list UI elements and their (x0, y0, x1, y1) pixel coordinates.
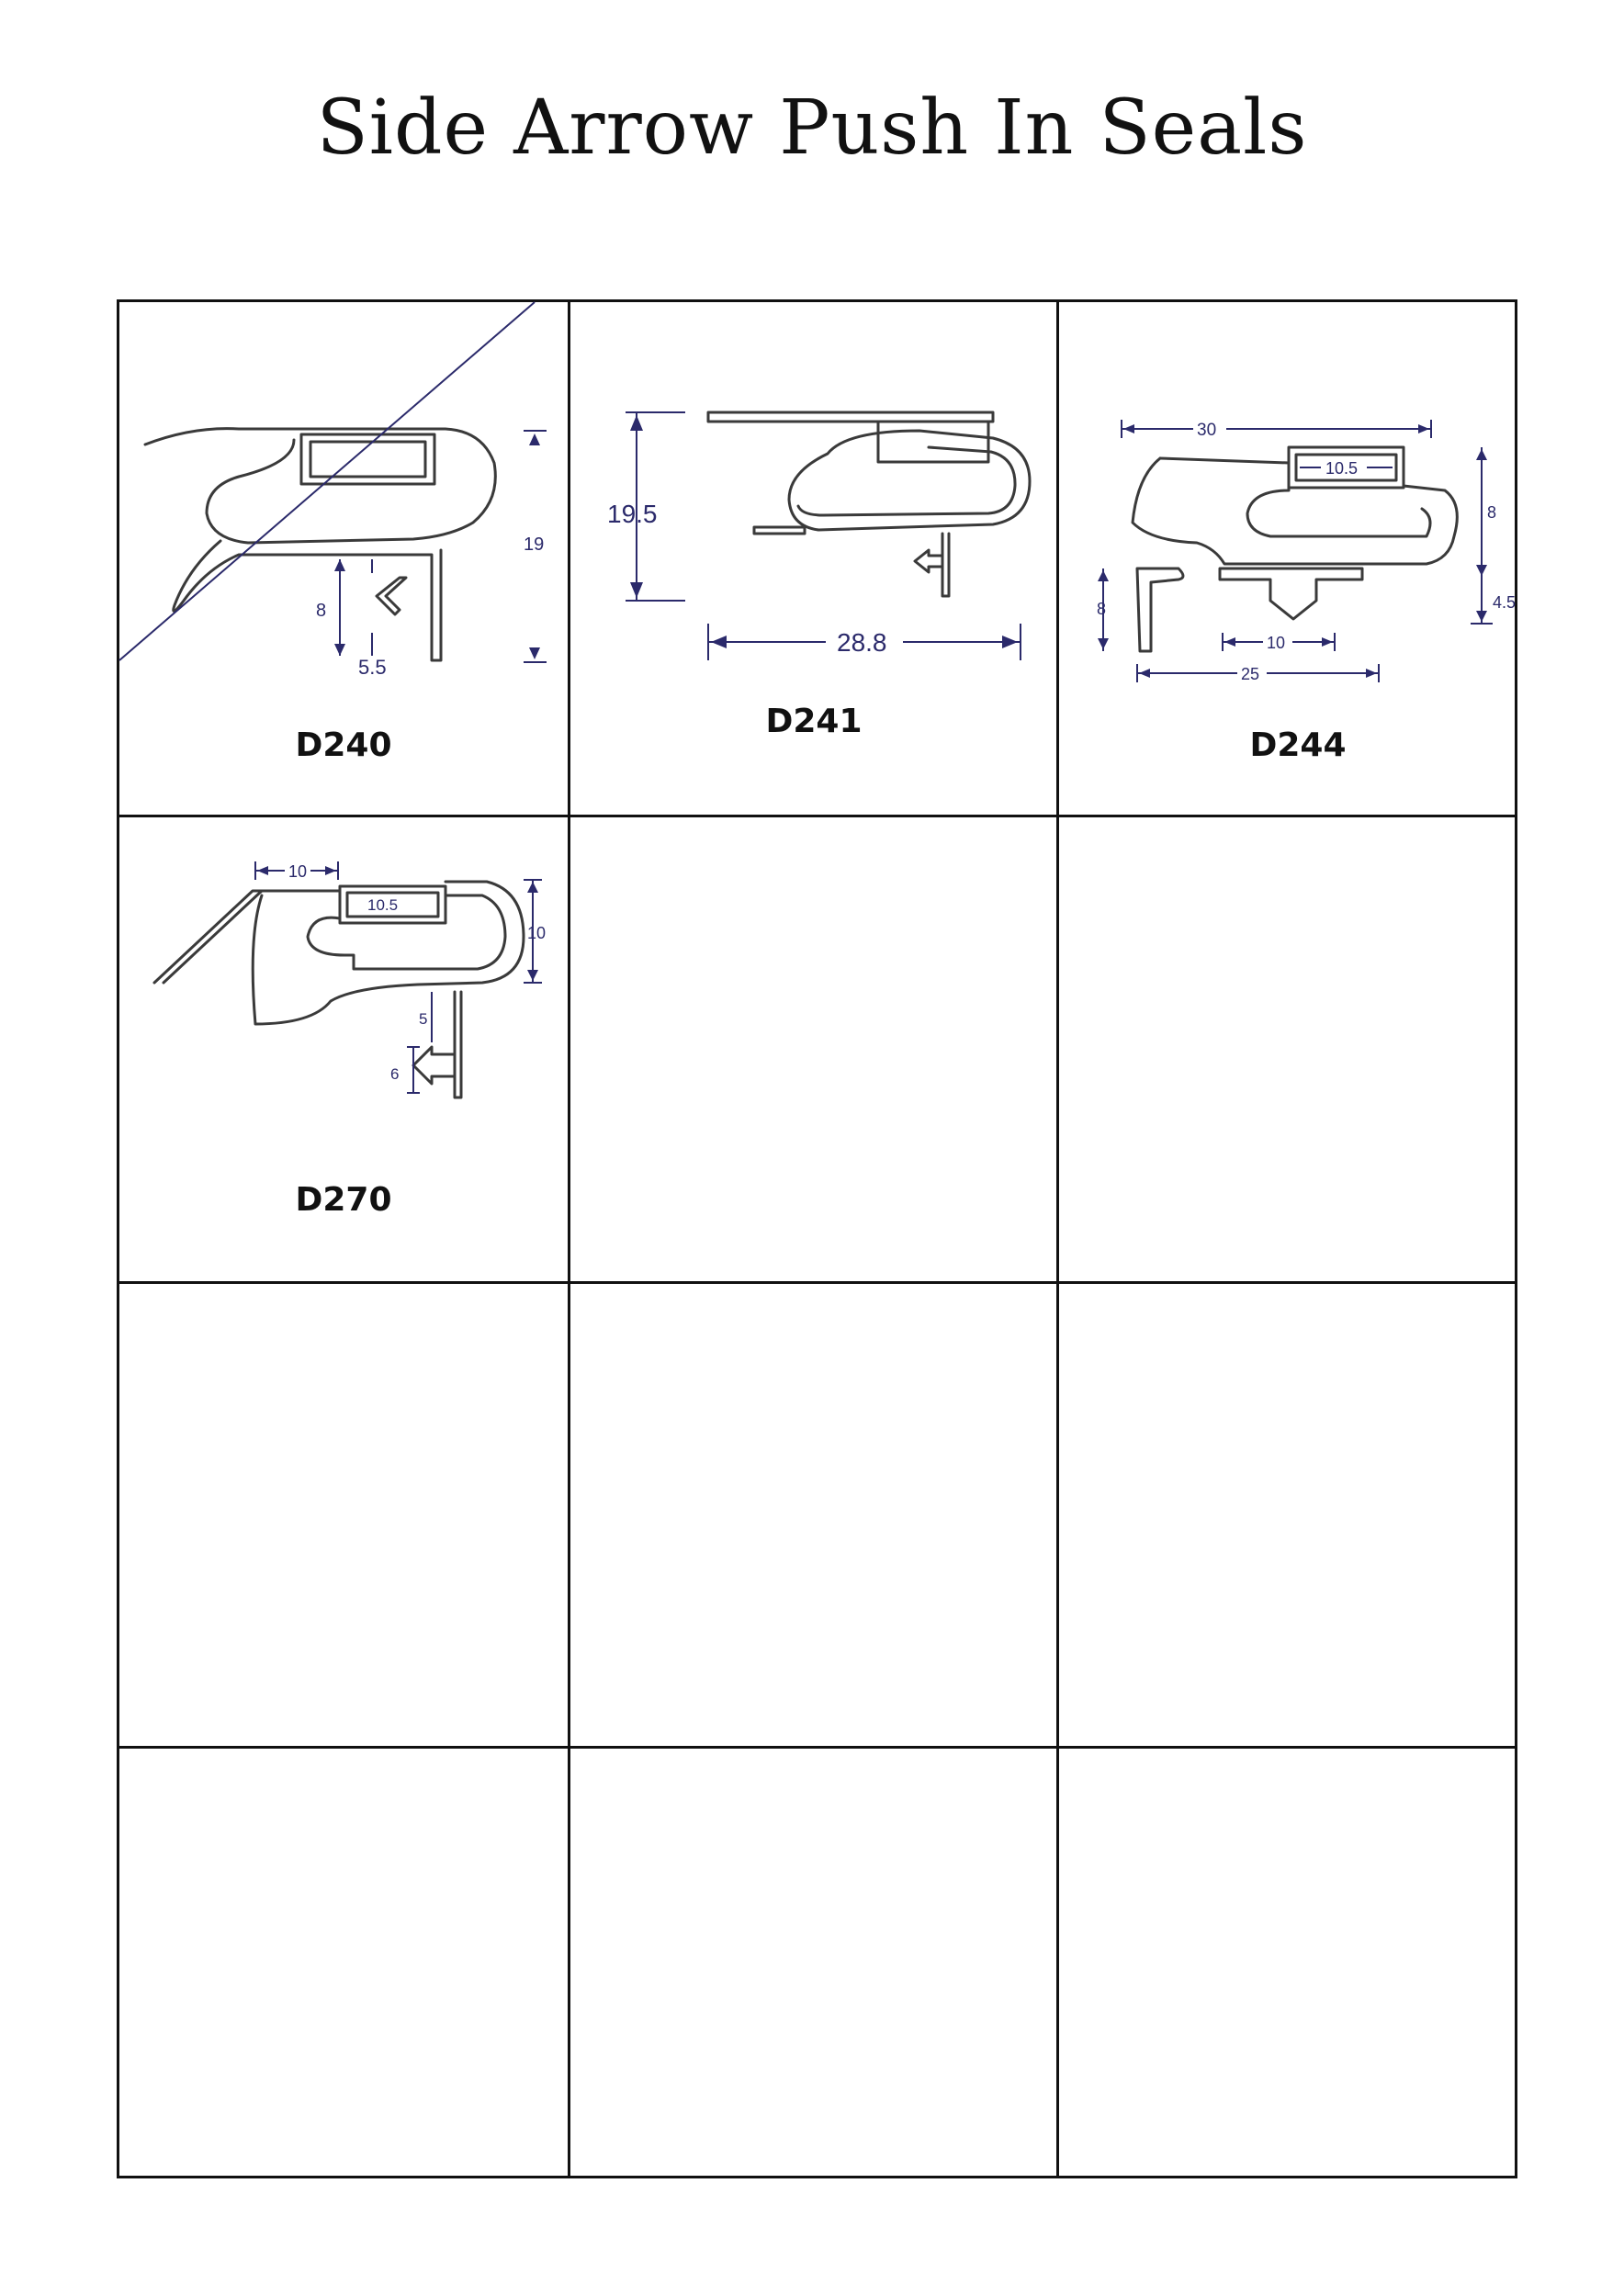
d270-top-dim: 10 (288, 862, 308, 881)
d241-width-dim: 28.8 (837, 628, 887, 657)
d240-arrow-dim: 8 (316, 601, 327, 621)
d244-total-dim: 25 (1241, 665, 1260, 683)
d240-gap-dim: 5.5 (358, 656, 387, 679)
d244-base-dim: 10 (1267, 634, 1286, 652)
d244-foot-dim: 8 (1097, 600, 1107, 618)
seal-code-d240: D240 (295, 726, 392, 764)
d270-height-dim: 10 (527, 924, 547, 942)
seal-cell-d244 (1059, 302, 1517, 815)
empty-cell (570, 817, 1056, 1281)
d270-gap-dim: 5 (419, 1010, 428, 1028)
d244-height-dim: 8 (1487, 503, 1497, 522)
d241-height-dim: 19.5 (607, 500, 658, 528)
seal-cell-d240 (119, 302, 568, 815)
d244-step-dim: 4.5 (1493, 593, 1517, 612)
d270-magnet-dim: 10.5 (367, 896, 399, 914)
d244-magnet-dim: 10.5 (1325, 459, 1359, 478)
d240-height-dim: 19 (524, 535, 545, 555)
seal-cell-d241 (570, 302, 1056, 815)
empty-cell (1059, 1284, 1517, 1746)
empty-cell (570, 1284, 1056, 1746)
empty-cell (119, 1284, 568, 1746)
empty-cell (570, 1749, 1056, 2176)
seal-code-d270: D270 (295, 1181, 392, 1219)
page-title: Side Arrow Push In Seals (316, 84, 1308, 172)
seal-code-d244: D244 (1249, 726, 1347, 764)
empty-cell (1059, 1749, 1517, 2176)
empty-cell (119, 1749, 568, 2176)
seal-grid (117, 299, 1517, 2178)
d270-arrow-dim: 6 (390, 1065, 400, 1083)
seal-code-d241: D241 (765, 703, 863, 740)
empty-cell (1059, 817, 1517, 1281)
seal-cell-d270 (119, 817, 568, 1281)
d244-width-dim: 30 (1197, 421, 1217, 440)
